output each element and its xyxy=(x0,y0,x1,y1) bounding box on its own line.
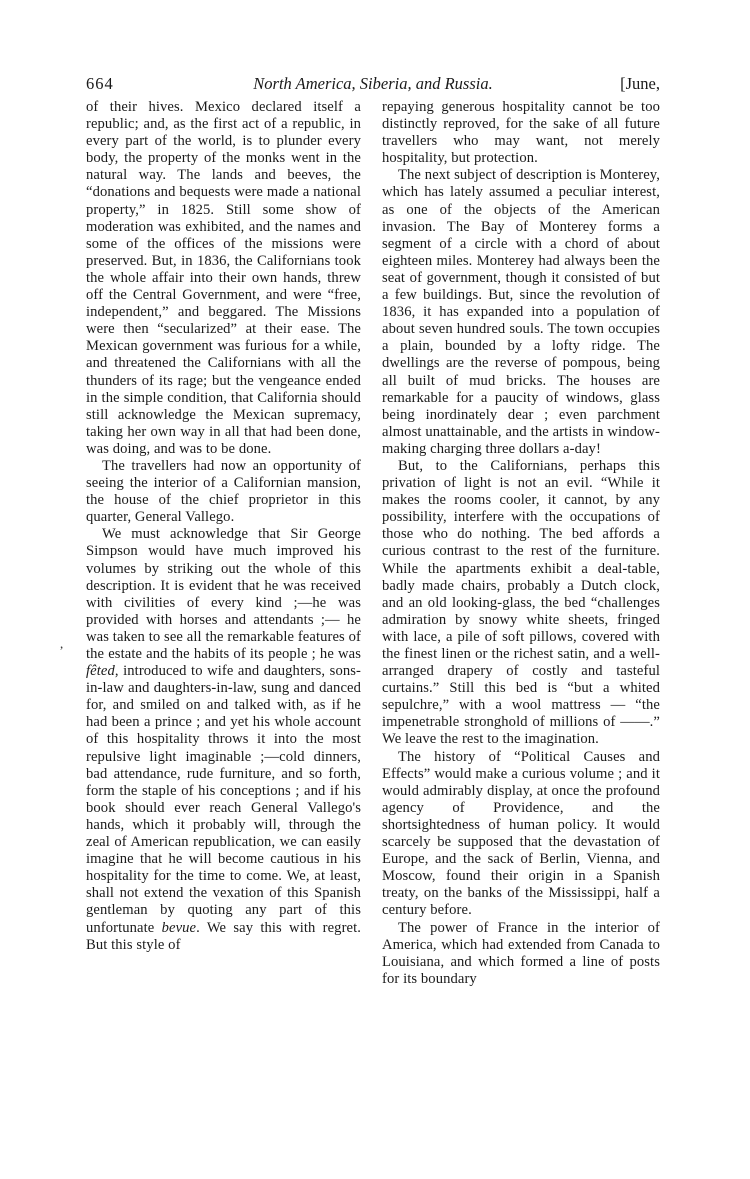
italic-text-run: fêted xyxy=(86,663,115,680)
paragraph xyxy=(382,458,660,749)
text-run: The power of France in the interior of America, which had extended from Canada to Louisiana, and which formed a line of posts for its boundary xyxy=(382,919,660,987)
text-run: , introduced to wife and daughters, sons-in-law and daughters-in-law, sung and danced for, and smiled on and talked with, as if he had been a prince ; and yet his whole account of this hospitality throws it into the most repulsive light imaginable ;—cold dinners, bad attendance, rude furniture, and so forth, form the staple of his conceptions ; and if his book should ever reach General Vallego's hands, which it probably will, through the zeal of American republication, we can easily imagine that he will become cautious in his hospitality for the time to come. We, at least, shall not extend the vexation of this Spanish gentleman by quoting any part of this unfortunate xyxy=(86,663,361,936)
text-run: The travellers had now an opportunity of seeing the interior of a Californian mansion, the house of the chief proprietor in this quarter, General Vallego. xyxy=(86,457,361,526)
paragraph xyxy=(382,167,660,458)
running-title: North America, Siberia, and Russia. xyxy=(253,74,493,93)
print-artifact-mark: , xyxy=(60,636,64,651)
paragraph xyxy=(382,749,660,920)
page-number: 664 xyxy=(86,74,114,93)
italic-text-run: bevue xyxy=(161,919,197,936)
paragraph xyxy=(86,99,361,458)
left-column xyxy=(86,99,361,988)
text-run: of their hives. Mexico declared itself a republic; and, as the first act of a republic, in every part of the world, is to plunder every body, the property of the monks went in the natural way. The lands and beeves, the “donations and bequests were made a national property,” in 1825. Still some show of moderation was exhibited, and the names and some of the offices of the missions were preserved. But, in 1836, the Californians took the whole affair into their own hands, threw off the Central Government, and were “free, independent,” and beggared. The Missions were then “secularized” at their ease. The Mexican government was furious for a while, and threatened the Californians with all the thunders of its rage; but the vengeance ended in the simple condition, that California should still acknowledge the Mexican supremacy, taking her own way in all that had been done, was doing, and was to be done. xyxy=(86,99,361,457)
text-run: The history of “Political Causes and Effects” would make a curious volume ; and it would admirably display, at once the profound agency of Providence, and the shortsightedness of human policy. It would scarcely be supposed that the devastation of Europe, and the sack of Berlin, Vienna, and Moscow, found their origin in a Spanish treaty, on the banks of the Mississippi, half a century before. xyxy=(382,748,660,919)
text-run: We must acknowledge that Sir George Simpson would have much improved his volumes by striking out the whole of this description. It is evident that he was received with civilities of every kind ;—he was provided with horses and attendants ;— he was taken to see all the remarkable features of the estate and the habits of its people ; he was xyxy=(86,526,361,662)
text-run: The next subject of description is Monterey, which has lately assumed a peculiar interest, as one of the objects of the American invasion. The Bay of Monterey forms a segment of a circle with a chord of about eighteen miles. Monterey had always been the seat of government, though it consisted of but a few buildings. But, since the revolution of 1836, it has expanded into a population of about seven hundred souls. The town occupies a plain, bounded by a lofty ridge. The dwellings are the reverse of pompous, being all built of mud bricks. The houses are remarkable for a paucity of windows, glass being inordinately dear ; even parchment almost unattainable, and the artists in window-making charging three dollars a-day! xyxy=(382,167,660,457)
text-run: . We say this with regret. But this style of xyxy=(86,919,362,953)
paragraph xyxy=(86,458,361,526)
right-column xyxy=(382,99,660,988)
text-block xyxy=(86,99,660,988)
paragraph xyxy=(86,526,361,953)
text-run: But, to the Californians, perhaps this privation of light is not an evil. “While it makes the rooms cooler, it cannot, by any possibility, interfere with the occupations of those who do nothing. The bed affords a curious contrast to the rest of the furniture. While the apartments exhibit a deal-table, badly made chairs, probably a Dutch clock, and an old looking-glass, the bed “challenges admiration by snowy white sheets, fringed with lace, a pile of soft pillows, covered with the finest linen or the richest satin, and a well-arranged drapery of costly and tasteful curtains.” Still this bed is “but a whited sepulchre,” with a wool mattress — “the impenetrable stronghold of millions of ——.” We leave the rest to the imagination. xyxy=(382,457,660,748)
paragraph xyxy=(382,920,660,988)
paragraph xyxy=(382,99,660,167)
issue-marker: [June, xyxy=(620,74,660,93)
page-header xyxy=(86,74,660,94)
text-run: repaying generous hospitality cannot be too distinctly reproved, for the sake of all future travellers who may want, not merely hospitality, but protection. xyxy=(382,99,660,167)
